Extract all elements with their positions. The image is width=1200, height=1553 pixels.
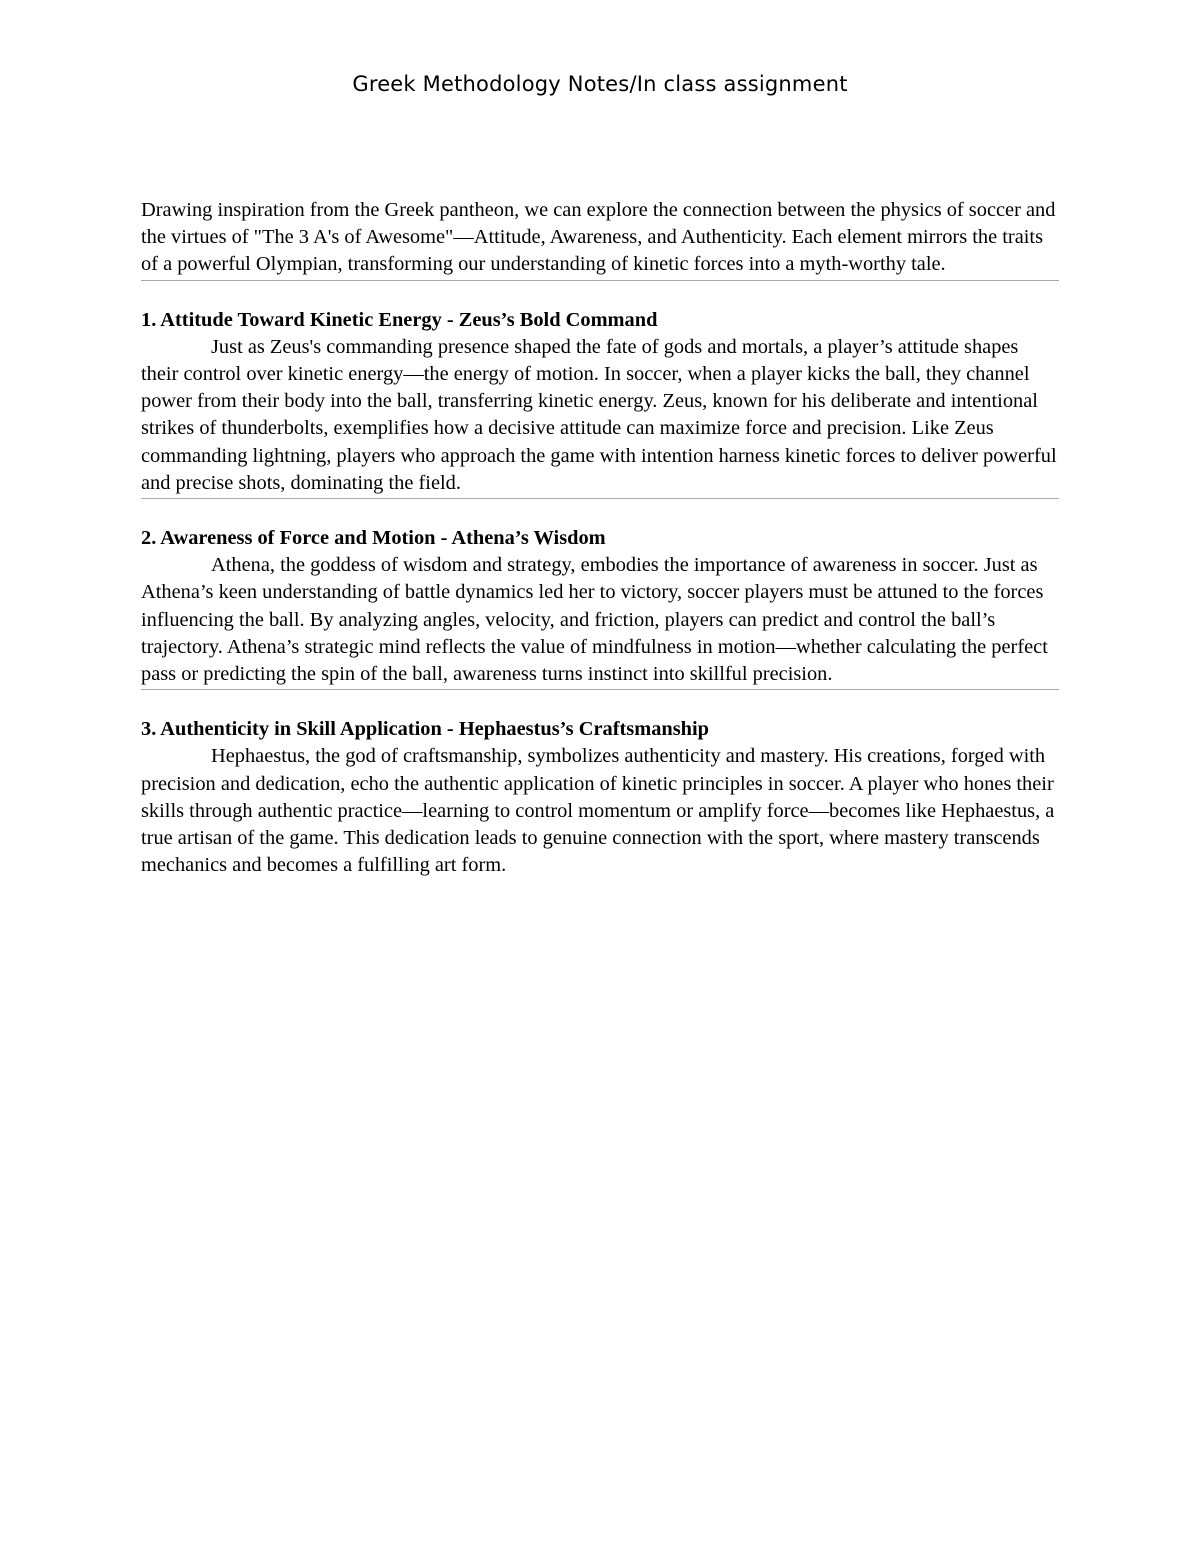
section-body: Hephaestus, the god of craftsmanship, symbolizes authenticity and mastery. His creations, forged with precision and dedication, echo the authentic application of kinetic principles in soccer. A player who hones their skills through authentic practice—learning to control momentum or amplify force—becomes like Hephaestus, a true artisan of the game. This dedication leads to genuine connection with the sport, where mastery transcends mechanics and becomes a fulfilling art form.	[141, 745, 1055, 877]
document-title: Greek Methodology Notes/In class assignment	[352, 72, 848, 96]
intro-paragraph: Drawing inspiration from the Greek pantheon, we can explore the connection between the physics of soccer and the virtues of "The 3 A's of Awesome"—Attitude, Awareness, and Authenticity. Each element mirrors the traits of a powerful Olympian, transforming our understanding of kinetic forces into a myth-worthy tale.	[141, 197, 1059, 281]
section-heading: 1. Attitude Toward Kinetic Energy - Zeus’s Bold Command	[141, 308, 658, 331]
section-authenticity	[141, 716, 1059, 880]
section-body: Athena, the goddess of wisdom and strategy, embodies the importance of awareness in soccer. Just as Athena’s keen understanding of battle dynamics led her to victory, soccer players must be attuned to the forces influencing the ball. By analyzing angles, velocity, and friction, players can predict and control the ball’s trajectory. Athena’s strategic mind reflects the value of mindfulness in motion—whether calculating the perfect pass or predicting the spin of the ball, awareness turns instinct into skillful precision.	[141, 554, 1048, 686]
document-content	[141, 197, 1059, 880]
section-attitude	[141, 307, 1059, 499]
section-body: Just as Zeus's commanding presence shaped the fate of gods and mortals, a player’s attitude shapes their control over kinetic energy—the energy of motion. In soccer, when a player kicks the ball, they channel power from their body into the ball, transferring kinetic energy. Zeus, known for his deliberate and intentional strikes of thunderbolts, exemplifies how a decisive attitude can maximize force and precision. Like Zeus commanding lightning, players who approach the game with intention harness kinetic forces to deliver powerful and precise shots, dominating the field.	[141, 335, 1057, 494]
section-heading: 2. Awareness of Force and Motion - Athena’s Wisdom	[141, 527, 606, 550]
section-awareness	[141, 525, 1059, 690]
section-heading: 3. Authenticity in Skill Application - Hephaestus’s Craftsmanship	[141, 718, 710, 741]
